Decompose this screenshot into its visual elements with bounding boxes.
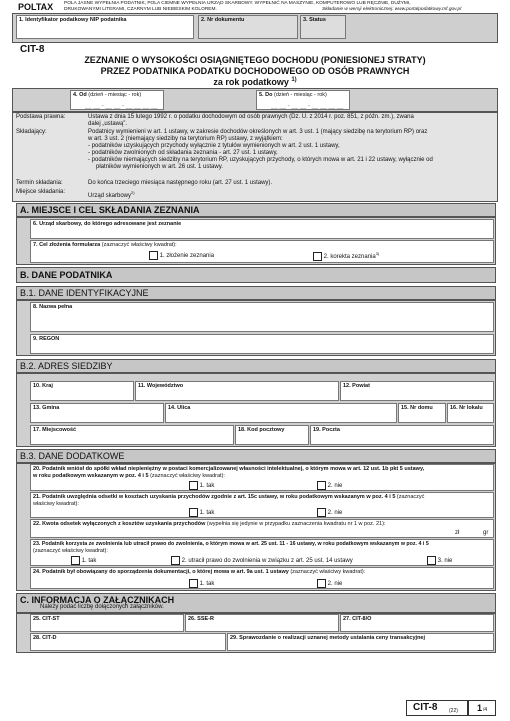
miejsce-label: Miejsce składania: <box>16 189 66 195</box>
post-office-label: 19. Poczta <box>313 427 340 433</box>
footer-page-box <box>468 700 496 716</box>
podstawa-text-1: Ustawa z dnia 15 lutego 1992 r. o podatku dochodowym od osób prawnych (Dz. U. z 2014 r. poz. 851, z późn. zm.), zwana <box>88 114 414 120</box>
section-b2-header: B.2. ADRES SIEDZIBY <box>16 359 496 373</box>
transfer-pricing-report-field[interactable] <box>227 633 494 651</box>
ip-yes-checkbox[interactable] <box>189 481 198 490</box>
interest-yes-option[interactable]: 1. tak <box>189 508 214 517</box>
post-office-field[interactable] <box>310 425 494 445</box>
house-number-label: 15. Nr domu <box>401 405 433 411</box>
exemption-yes-checkbox[interactable] <box>71 556 80 565</box>
termin-text: Do końca trzeciego miesiąca następnego roku (art. 27 ust. 1 ustawy). <box>88 180 273 186</box>
apartment-number-label: 16. Nr lokalu <box>450 405 483 411</box>
option-submit[interactable] <box>149 251 214 260</box>
submit-checkbox[interactable] <box>149 251 158 260</box>
footer-page: 1 <box>477 703 483 713</box>
footer-version: (22) <box>449 708 458 714</box>
exemption-hint: (zaznaczyć właściwy kwadrat): <box>33 548 108 554</box>
street-label: 14. Ulica <box>168 405 191 411</box>
excluded-interest-label: 22. Kwota odsetek wyłączonych z kosztów uzyskania przychodów (wypełnia się jedynie w przypadku zaznaczenia kwadratu nr 1 w poz. 21): <box>33 521 386 527</box>
option-correction[interactable]: 2. korekta zeznania$^{3)}$ <box>313 251 379 261</box>
skladajacy-text-3: - podatników uzyskujących przychody wyłącznie z tytułów wymienionych w art. 2 ust. 1 ustawy, <box>88 143 340 149</box>
country-label: 10. Kraj <box>33 383 53 389</box>
skladajacy-text-5: - podatników niemających siedziby na terytorium RP, uzyskujących przychody, o których mowa w art. 21 i 22 ustawy, wyłącznie od <box>88 157 433 163</box>
skladajacy-text-1: Podatnicy wymienieni w art. 1 ustawy, w zakresie dochodów określonych w art. 3 ust. 1 (mający siedzibę na terytorium RP) oraz <box>88 129 428 135</box>
exemption-field <box>30 539 494 566</box>
postal-code-field[interactable] <box>235 425 309 445</box>
instruction-line-1: POLA JASNE WYPEŁNIA PODATNIK, POLA CIEMNE WYPEŁNIA URZĄD SKARBOWY. WYPEŁNIĆ NA MASZYNIE, KOMPUTEROWO LUB RĘCZNIE, DUŻYMI, <box>64 1 411 6</box>
interest-no-option[interactable]: 2. nie <box>317 508 342 517</box>
documentation-field <box>30 567 494 589</box>
voivodeship-label: 11. Województwo <box>138 383 184 389</box>
footer-pages: /4 <box>483 707 488 713</box>
footer-code-box <box>406 700 468 716</box>
regon-field[interactable] <box>30 334 494 354</box>
title-line-2: PRZEZ PODATNIKA PODATKU DOCHODOWEGO OD OSÓB PRAWNYCH <box>100 66 410 76</box>
tax-office-field[interactable] <box>30 219 494 239</box>
period-from-field[interactable] <box>70 90 164 110</box>
submit-label: 1. złożenie zeznania <box>159 253 215 260</box>
ip-contribution-field <box>30 464 494 491</box>
skladajacy-text-2: w art. 3 ust. 2 (niemający siedziby na terytorium RP) ustawy, z wyjątkiem: <box>88 136 283 142</box>
county-field[interactable] <box>340 381 494 401</box>
zl-unit: zł <box>455 530 460 536</box>
interest-yes-checkbox[interactable] <box>189 508 198 517</box>
form-code: CIT-8 <box>20 44 45 55</box>
section-b3-header: B.3. DANE DODATKOWE <box>16 449 496 463</box>
period-to-field[interactable] <box>256 90 350 110</box>
podstawa-label: Podstawa prawna: <box>16 114 66 120</box>
period-to-label: 5. Do (dzień - miesiąc - rok) <box>259 92 327 98</box>
correction-checkbox[interactable] <box>313 252 322 261</box>
exemption-lost-checkbox[interactable] <box>171 556 180 565</box>
full-name-label: 8. Nazwa pełna <box>33 304 73 310</box>
gr-unit: gr <box>483 530 489 536</box>
purpose-label: 7. Cel złożenia formularza (zaznaczyć właściwy kwadrat): <box>33 242 177 248</box>
skladajacy-label: Składający: <box>16 129 47 135</box>
exemption-lost-option[interactable]: 2. utracił prawo do zwolnienia w związku z art. 25 ust. 14 ustawy <box>171 556 353 565</box>
street-field[interactable] <box>165 403 397 423</box>
ip-contribution-label-2: w roku podatkowym wskazanym w poz. 4 i 5 (zaznaczyć właściwy kwadrat): <box>33 473 225 479</box>
nip-field[interactable] <box>16 15 194 39</box>
title-line-3-text: za rok podatkowy <box>213 77 289 87</box>
city-field[interactable] <box>30 425 234 445</box>
interest-no-checkbox[interactable] <box>317 508 326 517</box>
sse-r-label: 26. SSE-R <box>188 616 214 622</box>
section-a-header: A. MIEJSCE I CEL SKŁADANIA ZEZNANIA <box>16 203 496 217</box>
podstawa-text-2: dalej „ustawą”. <box>88 121 128 127</box>
cit-8o-field[interactable] <box>340 614 494 632</box>
cit-st-field[interactable] <box>30 614 184 632</box>
documentation-label: 24. Podatnik był obowiązany do sporządzenia dokumentacji, o której mowa w art. 9a ust. 1 ustawy (zaznaczyć właściwy kwadrat): <box>33 569 366 575</box>
commune-field[interactable] <box>30 403 164 423</box>
section-c-header <box>16 593 496 613</box>
exemption-no-checkbox[interactable] <box>427 556 436 565</box>
period-from-dashes: __ __ - __ __ - __ __ __ __ <box>85 103 158 109</box>
commune-label: 13. Gmina <box>33 405 60 411</box>
purpose-field <box>30 240 494 263</box>
country-field[interactable] <box>30 381 134 401</box>
period-from-label: 4. Od (dzień - miesiąc - rok) <box>73 92 142 98</box>
ip-no-checkbox[interactable] <box>317 481 326 490</box>
cit-d-field[interactable] <box>30 633 226 651</box>
section-b1-header: B.1. DANE IDENTYFIKACYJNE <box>16 286 496 300</box>
title-line-1: ZEZNANIE O WYSOKOŚCI OSIĄGNIĘTEGO DOCHODU (PONIESIONEJ STRATY) <box>84 55 426 65</box>
documentation-no-option[interactable]: 2. nie <box>317 579 342 588</box>
interest-costs-field <box>30 492 494 518</box>
postal-code-label: 18. Kod pocztowy <box>238 427 285 433</box>
cit-8o-label: 27. CIT-8/O <box>343 616 372 622</box>
documentation-yes-checkbox[interactable] <box>189 579 198 588</box>
status-field <box>300 15 346 39</box>
tax-office-label: 6. Urząd skarbowy, do którego adresowane jest zeznanie <box>33 221 182 227</box>
apartment-number-field[interactable] <box>447 403 494 423</box>
interest-costs-label: 21. Podatnik uwzględnia odsetki w kosztach uzyskania przychodów zgodnie z art. 15c ustawy, w roku podatkowym wskazanym w poz. 4 i 5 (zaznaczyć <box>33 494 425 500</box>
termin-label: Termin składania: <box>16 180 63 186</box>
correction-label: 2. korekta zeznania <box>323 254 376 260</box>
regon-label: 9. REGON <box>33 336 60 342</box>
section-c-subtitle: Należy podać liczbę dołączonych załączników. <box>40 604 164 610</box>
documentation-yes-option[interactable]: 1. tak <box>189 579 214 588</box>
skladajacy-text-4: - podatników zwolnionych od składania zeznania - art. 27 ust. 1 ustawy, <box>88 150 278 156</box>
section-b-header: B. DANE PODATNIKA <box>16 267 496 283</box>
cit-d-label: 28. CIT-D <box>33 635 57 641</box>
document-number-label: 2. Nr dokumentu <box>201 17 245 23</box>
ip-contribution-label: 20. Podatnik wniósł do spółki wkład niepieniężny w postaci komercjalizowanej własności intelektualnej, o którym mowa w art. 12 ust. 1b pkt 5 ustawy, <box>33 466 425 472</box>
transfer-pricing-report-label: 29. Sprawozdanie o realizacji uznanej metody ustalania ceny transakcyjnej <box>230 635 426 641</box>
miejsce-text: Urząd skarbowy$^{2)}$ <box>88 190 135 199</box>
instruction-line-2: DRUKOWANYMI LITERAMI, CZARNYM LUB NIEBIESKIM KOLOREM. <box>64 7 217 12</box>
sse-r-field[interactable] <box>185 614 339 632</box>
title-line-3 <box>0 77 510 87</box>
interest-costs-label-2: właściwy kwadrat): <box>33 501 79 507</box>
ip-no-option[interactable]: 2. nie <box>317 481 342 490</box>
documentation-no-checkbox[interactable] <box>317 579 326 588</box>
skladajacy-text-6: płatników wymienionych w art. 26 ust. 1 ustawy. <box>96 164 223 170</box>
house-number-field[interactable] <box>398 403 446 423</box>
exemption-no-option[interactable]: 3. nie <box>427 556 452 565</box>
nip-label: 1. Identyfikator podatkowy NIP podatnika <box>19 17 127 23</box>
excluded-interest-field[interactable] <box>30 519 494 538</box>
cit-st-label: 25. CIT-ST <box>33 616 60 622</box>
footer-code: CIT-8 <box>413 702 438 713</box>
city-label: 17. Miejscowość <box>33 427 77 433</box>
exemption-yes-option[interactable]: 1. tak <box>71 556 96 565</box>
section-c-title: C. INFORMACJA O ZAŁĄCZNIKACH <box>20 595 175 605</box>
exemption-label: 23. Podatnik korzysta ze zwolnienia lub utracił prawo do zwolnienia, o którym mowa w art. 25 ust. 11 - 16 ustawy, w roku podatkowym wskazanym w poz. 4 i 5 <box>33 541 429 547</box>
full-name-field[interactable] <box>30 302 494 332</box>
voivodeship-field[interactable] <box>135 381 339 401</box>
status-label: 3. Status <box>303 17 326 23</box>
period-to-dashes: __ __ - __ __ - __ __ __ __ <box>271 103 344 109</box>
brand-label: POLTAX <box>18 2 54 12</box>
county-label: 12. Powiat <box>343 383 370 389</box>
title-line-3-sup: 1) <box>291 77 297 83</box>
ip-yes-option[interactable]: 1. tak <box>189 481 214 490</box>
document-number-field <box>198 15 298 39</box>
instruction-line-2b: Składanie w wersji elektronicznej: www.portalpodatkowy.mf.gov.pl <box>322 7 462 12</box>
